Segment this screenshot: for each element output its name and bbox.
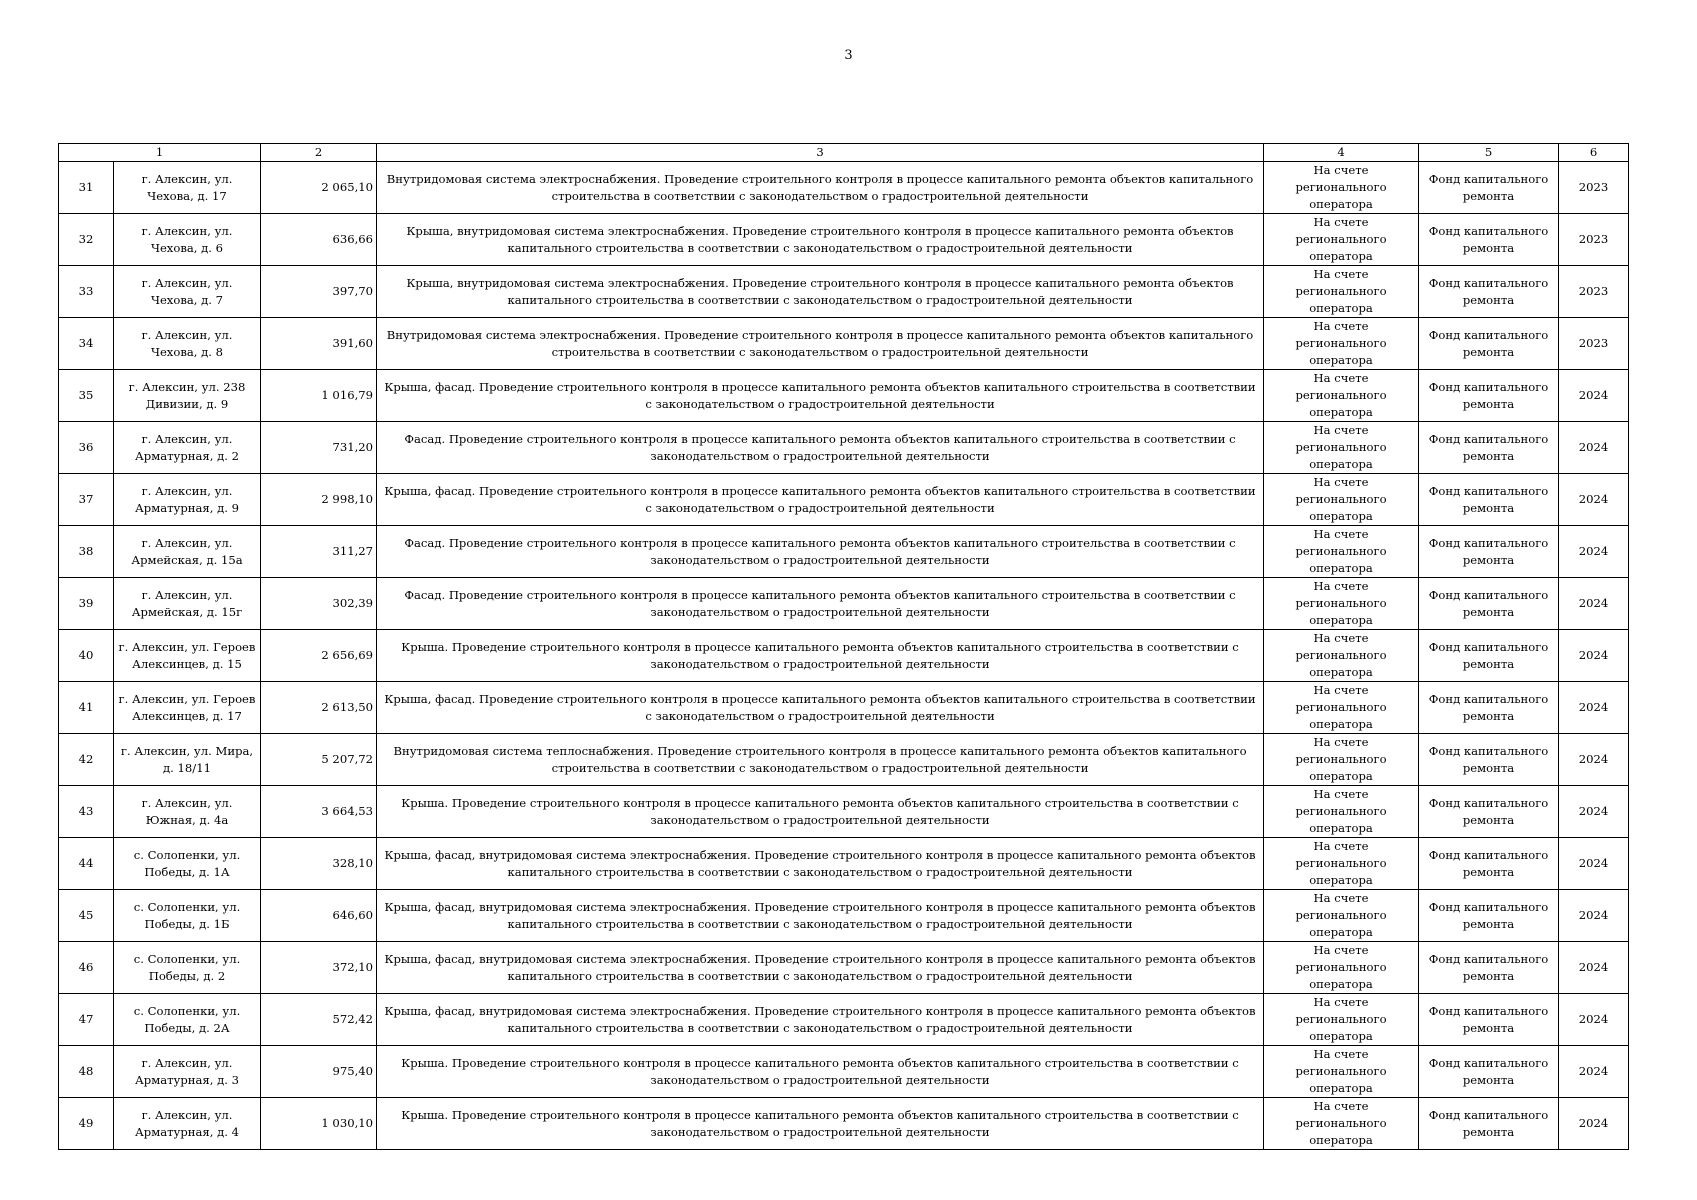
account-cell: На счете регионального оператора: [1264, 734, 1419, 786]
year-cell: 2024: [1559, 994, 1629, 1046]
account-cell: На счете регионального оператора: [1264, 162, 1419, 214]
area-cell: 311,27: [261, 526, 377, 578]
table-row: [59, 266, 1629, 318]
row-number: 43: [59, 786, 114, 838]
fund-cell: Фонд капитального ремонта: [1419, 474, 1559, 526]
column-header-4: 4: [1264, 144, 1419, 162]
row-number: 41: [59, 682, 114, 734]
table-row: [59, 318, 1629, 370]
works-cell: Крыша, внутридомовая система электроснабжения. Проведение строительного контроля в процессе капитального ремонта объектов капитального строительства в соответствии с законодательством о градостроительной деятельности: [377, 214, 1264, 266]
year-cell: 2024: [1559, 734, 1629, 786]
row-number: 46: [59, 942, 114, 994]
works-cell: Крыша, фасад, внутридомовая система электроснабжения. Проведение строительного контроля в процессе капитального ремонта объектов капитального строительства в соответствии с законодательством о градостроительной деятельности: [377, 942, 1264, 994]
year-cell: 2024: [1559, 422, 1629, 474]
area-cell: 302,39: [261, 578, 377, 630]
address-cell: г. Алексин, ул. Чехова, д. 17: [114, 162, 261, 214]
works-cell: Фасад. Проведение строительного контроля в процессе капитального ремонта объектов капитального строительства в соответствии с законодательством о градостроительной деятельности: [377, 526, 1264, 578]
works-cell: Крыша, внутридомовая система электроснабжения. Проведение строительного контроля в процессе капитального ремонта объектов капитального строительства в соответствии с законодательством о градостроительной деятельности: [377, 266, 1264, 318]
works-cell: Крыша, фасад. Проведение строительного контроля в процессе капитального ремонта объектов капитального строительства в соответствии с законодательством о градостроительной деятельности: [377, 682, 1264, 734]
account-cell: На счете регионального оператора: [1264, 1046, 1419, 1098]
account-cell: На счете регионального оператора: [1264, 890, 1419, 942]
year-cell: 2024: [1559, 474, 1629, 526]
row-number: 48: [59, 1046, 114, 1098]
account-cell: На счете регионального оператора: [1264, 214, 1419, 266]
table-row: [59, 162, 1629, 214]
account-cell: На счете регионального оператора: [1264, 526, 1419, 578]
area-cell: 2 998,10: [261, 474, 377, 526]
area-cell: 646,60: [261, 890, 377, 942]
works-cell: Крыша, фасад, внутридомовая система электроснабжения. Проведение строительного контроля в процессе капитального ремонта объектов капитального строительства в соответствии с законодательством о градостроительной деятельности: [377, 838, 1264, 890]
area-cell: 572,42: [261, 994, 377, 1046]
area-cell: 328,10: [261, 838, 377, 890]
works-cell: Крыша. Проведение строительного контроля в процессе капитального ремонта объектов капитального строительства в соответствии с законодательством о градостроительной деятельности: [377, 1098, 1264, 1150]
area-cell: 372,10: [261, 942, 377, 994]
fund-cell: Фонд капитального ремонта: [1419, 630, 1559, 682]
year-cell: 2024: [1559, 526, 1629, 578]
row-number: 42: [59, 734, 114, 786]
area-cell: 2 613,50: [261, 682, 377, 734]
table-row: [59, 214, 1629, 266]
works-cell: Фасад. Проведение строительного контроля в процессе капитального ремонта объектов капитального строительства в соответствии с законодательством о градостроительной деятельности: [377, 578, 1264, 630]
fund-cell: Фонд капитального ремонта: [1419, 422, 1559, 474]
account-cell: На счете регионального оператора: [1264, 370, 1419, 422]
works-cell: Внутридомовая система электроснабжения. Проведение строительного контроля в процессе капитального ремонта объектов капитального строительства в соответствии с законодательством о градостроительной деятельности: [377, 318, 1264, 370]
address-cell: г. Алексин, ул. Чехова, д. 6: [114, 214, 261, 266]
works-cell: Крыша. Проведение строительного контроля в процессе капитального ремонта объектов капитального строительства в соответствии с законодательством о градостроительной деятельности: [377, 786, 1264, 838]
row-number: 32: [59, 214, 114, 266]
fund-cell: Фонд капитального ремонта: [1419, 734, 1559, 786]
fund-cell: Фонд капитального ремонта: [1419, 370, 1559, 422]
works-cell: Внутридомовая система теплоснабжения. Проведение строительного контроля в процессе капитального ремонта объектов капитального строительства в соответствии с законодательством о градостроительной деятельности: [377, 734, 1264, 786]
address-cell: с. Солопенки, ул. Победы, д. 1Б: [114, 890, 261, 942]
area-cell: 397,70: [261, 266, 377, 318]
row-number: 36: [59, 422, 114, 474]
address-cell: г. Алексин, ул. Чехова, д. 7: [114, 266, 261, 318]
account-cell: На счете регионального оператора: [1264, 682, 1419, 734]
year-cell: 2024: [1559, 370, 1629, 422]
fund-cell: Фонд капитального ремонта: [1419, 214, 1559, 266]
account-cell: На счете регионального оператора: [1264, 1098, 1419, 1150]
area-cell: 391,60: [261, 318, 377, 370]
address-cell: с. Солопенки, ул. Победы, д. 2А: [114, 994, 261, 1046]
table-row: [59, 890, 1629, 942]
address-cell: г. Алексин, ул. Героев Алексинцев, д. 15: [114, 630, 261, 682]
works-cell: Внутридомовая система электроснабжения. Проведение строительного контроля в процессе капитального ремонта объектов капитального строительства в соответствии с законодательством о градостроительной деятельности: [377, 162, 1264, 214]
column-header-5: 5: [1419, 144, 1559, 162]
column-header-2: 2: [261, 144, 377, 162]
area-cell: 731,20: [261, 422, 377, 474]
works-cell: Крыша, фасад, внутридомовая система электроснабжения. Проведение строительного контроля в процессе капитального ремонта объектов капитального строительства в соответствии с законодательством о градостроительной деятельности: [377, 890, 1264, 942]
area-cell: 3 664,53: [261, 786, 377, 838]
table-row: [59, 1098, 1629, 1150]
works-cell: Крыша. Проведение строительного контроля в процессе капитального ремонта объектов капитального строительства в соответствии с законодательством о градостроительной деятельности: [377, 1046, 1264, 1098]
fund-cell: Фонд капитального ремонта: [1419, 318, 1559, 370]
year-cell: 2024: [1559, 682, 1629, 734]
fund-cell: Фонд капитального ремонта: [1419, 786, 1559, 838]
row-number: 34: [59, 318, 114, 370]
address-cell: г. Алексин, ул. Чехова, д. 8: [114, 318, 261, 370]
fund-cell: Фонд капитального ремонта: [1419, 526, 1559, 578]
column-header-1: 1: [59, 144, 261, 162]
column-header-6: 6: [1559, 144, 1629, 162]
account-cell: На счете регионального оператора: [1264, 318, 1419, 370]
row-number: 49: [59, 1098, 114, 1150]
fund-cell: Фонд капитального ремонта: [1419, 1098, 1559, 1150]
row-number: 31: [59, 162, 114, 214]
year-cell: 2024: [1559, 890, 1629, 942]
table-row: [59, 474, 1629, 526]
year-cell: 2024: [1559, 838, 1629, 890]
table-row: [59, 786, 1629, 838]
fund-cell: Фонд капитального ремонта: [1419, 578, 1559, 630]
fund-cell: Фонд капитального ремонта: [1419, 942, 1559, 994]
account-cell: На счете регионального оператора: [1264, 630, 1419, 682]
area-cell: 2 065,10: [261, 162, 377, 214]
year-cell: 2023: [1559, 266, 1629, 318]
address-cell: г. Алексин, ул. Арматурная, д. 4: [114, 1098, 261, 1150]
account-cell: На счете регионального оператора: [1264, 578, 1419, 630]
address-cell: г. Алексин, ул. 238 Дивизии, д. 9: [114, 370, 261, 422]
year-cell: 2023: [1559, 318, 1629, 370]
address-cell: с. Солопенки, ул. Победы, д. 2: [114, 942, 261, 994]
year-cell: 2024: [1559, 942, 1629, 994]
page-number: 3: [844, 48, 853, 63]
fund-cell: Фонд капитального ремонта: [1419, 994, 1559, 1046]
works-cell: Фасад. Проведение строительного контроля в процессе капитального ремонта объектов капитального строительства в соответствии с законодательством о градостроительной деятельности: [377, 422, 1264, 474]
row-number: 39: [59, 578, 114, 630]
table-header: [59, 144, 1629, 162]
address-cell: г. Алексин, ул. Арматурная, д. 9: [114, 474, 261, 526]
table-row: [59, 578, 1629, 630]
fund-cell: Фонд капитального ремонта: [1419, 266, 1559, 318]
address-cell: г. Алексин, ул. Героев Алексинцев, д. 17: [114, 682, 261, 734]
area-cell: 1 030,10: [261, 1098, 377, 1150]
year-cell: 2024: [1559, 630, 1629, 682]
column-header-3: 3: [377, 144, 1264, 162]
area-cell: 636,66: [261, 214, 377, 266]
fund-cell: Фонд капитального ремонта: [1419, 162, 1559, 214]
year-cell: 2024: [1559, 1098, 1629, 1150]
works-cell: Крыша. Проведение строительного контроля в процессе капитального ремонта объектов капитального строительства в соответствии с законодательством о градостроительной деятельности: [377, 630, 1264, 682]
row-number: 37: [59, 474, 114, 526]
table-row: [59, 630, 1629, 682]
table-row: [59, 942, 1629, 994]
works-cell: Крыша, фасад. Проведение строительного контроля в процессе капитального ремонта объектов капитального строительства в соответствии с законодательством о градостроительной деятельности: [377, 370, 1264, 422]
area-cell: 2 656,69: [261, 630, 377, 682]
account-cell: На счете регионального оператора: [1264, 994, 1419, 1046]
account-cell: На счете регионального оператора: [1264, 942, 1419, 994]
row-number: 35: [59, 370, 114, 422]
year-cell: 2024: [1559, 1046, 1629, 1098]
table-body: [59, 162, 1629, 1150]
row-number: 45: [59, 890, 114, 942]
area-cell: 5 207,72: [261, 734, 377, 786]
table-row: [59, 838, 1629, 890]
address-cell: г. Алексин, ул. Южная, д. 4а: [114, 786, 261, 838]
fund-cell: Фонд капитального ремонта: [1419, 682, 1559, 734]
year-cell: 2024: [1559, 578, 1629, 630]
account-cell: На счете регионального оператора: [1264, 266, 1419, 318]
table-row: [59, 682, 1629, 734]
table-row: [59, 370, 1629, 422]
account-cell: На счете регионального оператора: [1264, 422, 1419, 474]
fund-cell: Фонд капитального ремонта: [1419, 838, 1559, 890]
table-row: [59, 994, 1629, 1046]
table-row: [59, 1046, 1629, 1098]
account-cell: На счете регионального оператора: [1264, 786, 1419, 838]
row-number: 44: [59, 838, 114, 890]
fund-cell: Фонд капитального ремонта: [1419, 1046, 1559, 1098]
row-number: 47: [59, 994, 114, 1046]
account-cell: На счете регионального оператора: [1264, 838, 1419, 890]
address-cell: г. Алексин, ул. Армейская, д. 15г: [114, 578, 261, 630]
area-cell: 975,40: [261, 1046, 377, 1098]
year-cell: 2023: [1559, 162, 1629, 214]
row-number: 38: [59, 526, 114, 578]
year-cell: 2023: [1559, 214, 1629, 266]
year-cell: 2024: [1559, 786, 1629, 838]
account-cell: На счете регионального оператора: [1264, 474, 1419, 526]
works-cell: Крыша, фасад, внутридомовая система электроснабжения. Проведение строительного контроля в процессе капитального ремонта объектов капитального строительства в соответствии с законодательством о градостроительной деятельности: [377, 994, 1264, 1046]
address-cell: г. Алексин, ул. Мира, д. 18/11: [114, 734, 261, 786]
address-cell: г. Алексин, ул. Арматурная, д. 2: [114, 422, 261, 474]
table-row: [59, 734, 1629, 786]
works-cell: Крыша, фасад. Проведение строительного контроля в процессе капитального ремонта объектов капитального строительства в соответствии с законодательством о градостроительной деятельности: [377, 474, 1264, 526]
table-row: [59, 526, 1629, 578]
fund-cell: Фонд капитального ремонта: [1419, 890, 1559, 942]
address-cell: г. Алексин, ул. Армейская, д. 15а: [114, 526, 261, 578]
table-row: [59, 422, 1629, 474]
address-cell: г. Алексин, ул. Арматурная, д. 3: [114, 1046, 261, 1098]
address-cell: с. Солопенки, ул. Победы, д. 1А: [114, 838, 261, 890]
area-cell: 1 016,79: [261, 370, 377, 422]
header-row: [59, 144, 1629, 162]
registry-table: [58, 143, 1629, 1150]
row-number: 40: [59, 630, 114, 682]
row-number: 33: [59, 266, 114, 318]
